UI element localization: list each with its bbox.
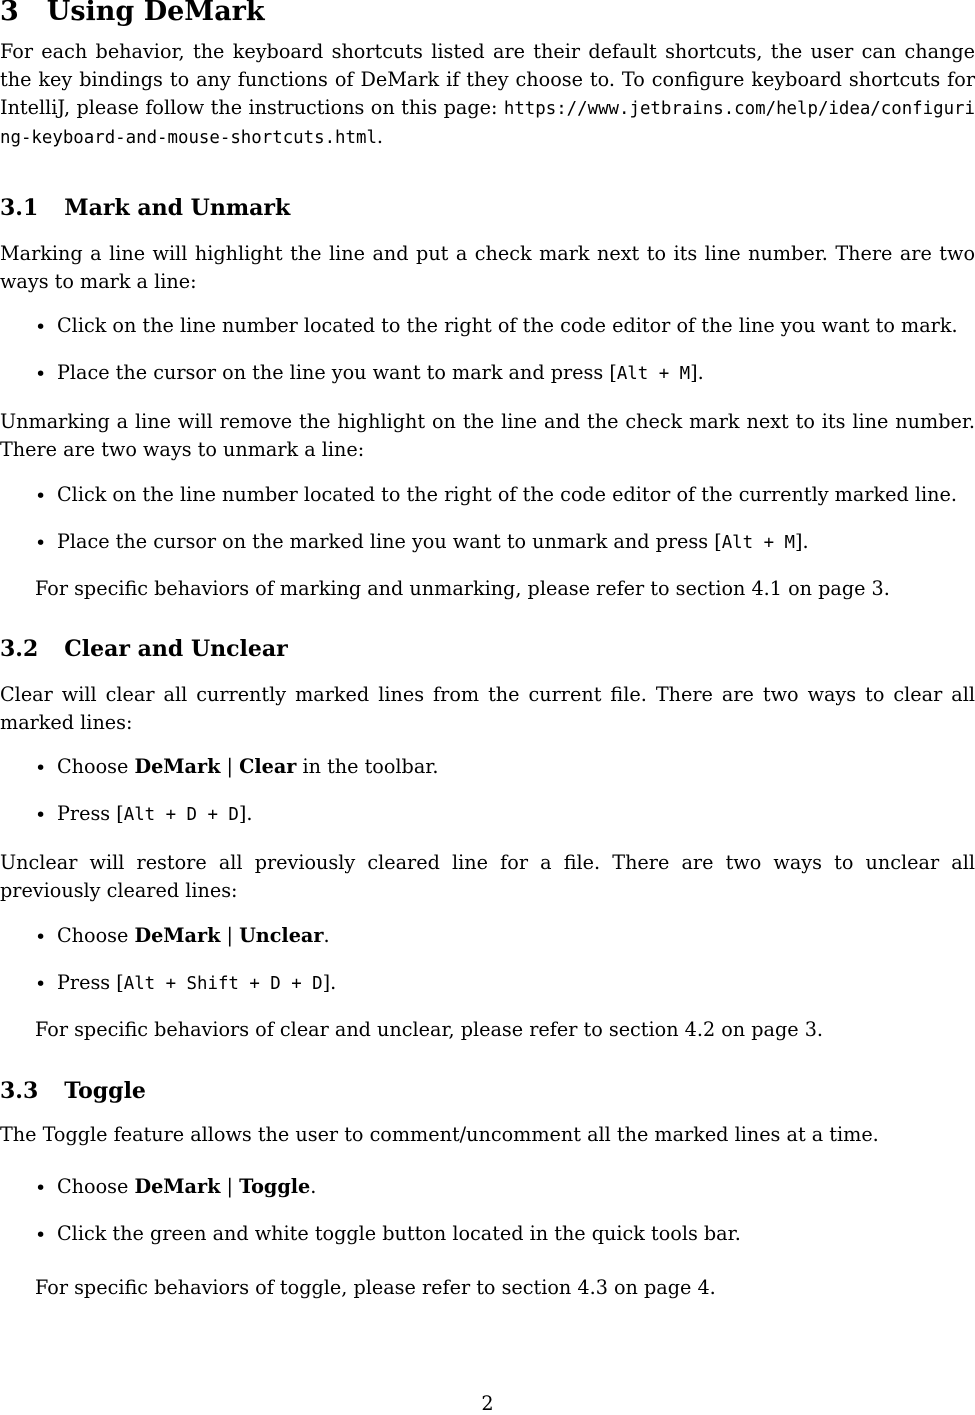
bullet: •: [35, 757, 47, 779]
shortcut-key: Alt + D + D: [123, 805, 239, 825]
mark-bullet-1: Click on the line number located to the right of the code editor of the line you want to mark.: [57, 314, 958, 337]
menu-item: Toggle: [239, 1175, 311, 1198]
subsection-title: Clear and Unclear: [64, 636, 288, 662]
clear-paragraph: Clear will clear all currently marked lines from the current file. There are two ways to clear all marked lines:: [0, 683, 975, 734]
menu-item: Unclear: [239, 924, 324, 947]
bullet: •: [35, 1224, 47, 1246]
subsection-number: 3.3: [0, 1078, 39, 1104]
toggle-paragraph: The Toggle feature allows the user to comment/uncomment all the marked lines at a time.: [0, 1123, 879, 1146]
shortcut-key: Alt + M: [616, 364, 691, 384]
bullet: •: [35, 1177, 47, 1199]
subsection-3-2-heading: [0, 636, 288, 662]
mark-paragraph: Marking a line will highlight the line and put a check mark next to its line number. There are two ways to mark a line:: [0, 242, 975, 293]
mark-note: For specific behaviors of marking and unmarking, please refer to section 4.1 on page 3.: [35, 577, 890, 600]
toggle-note: For specific behaviors of toggle, please refer to section 4.3 on page 4.: [35, 1276, 716, 1299]
subsection-title: Mark and Unmark: [64, 195, 291, 221]
unclear-bullet-2: Press [Alt + Shift + D + D].: [57, 971, 337, 994]
bullet: •: [35, 316, 47, 338]
section-title: Using DeMark: [46, 0, 265, 27]
page-number: 2: [481, 1392, 494, 1415]
menu-item: Clear: [239, 755, 297, 778]
clear-bullet-1: Choose DeMark | Clear in the toolbar.: [57, 755, 439, 778]
bullet: •: [35, 485, 47, 507]
subsection-title: Toggle: [64, 1078, 146, 1104]
intro-text: For each behavior, the keyboard shortcuts listed are their default shortcuts, the user can change the key bindings to any functions of DeMark if they choose to. To configure keyboard shortcuts for IntelliJ, please follow the instructions on this page:: [0, 40, 975, 119]
subsection-number: 3.1: [0, 195, 39, 221]
menu-name: DeMark: [134, 924, 221, 947]
clear-note: For specific behaviors of clear and unclear, please refer to section 4.2 on page 3.: [35, 1018, 824, 1041]
section-number: 3: [0, 0, 19, 27]
subsection-number: 3.2: [0, 636, 39, 662]
bullet: •: [35, 926, 47, 948]
subsection-3-3-heading: [0, 1078, 146, 1104]
shortcut-key: Alt + M: [721, 533, 795, 553]
menu-name: DeMark: [134, 1175, 221, 1198]
shortcut-key: Alt + Shift + D + D: [123, 974, 323, 994]
bullet: •: [35, 532, 47, 554]
toggle-bullet-1: Choose DeMark | Toggle.: [57, 1175, 317, 1198]
unclear-bullet-1: Choose DeMark | Unclear.: [57, 924, 330, 947]
intro-paragraph: [0, 38, 975, 152]
section-3-heading: [0, 0, 265, 27]
unmark-bullet-1: Click on the line number located to the right of the code editor of the currently marked line.: [57, 483, 957, 506]
unmark-paragraph: Unmarking a line will remove the highlight on the line and the check mark next to its line number. There are two ways to unmark a line:: [0, 410, 975, 461]
unclear-paragraph: Unclear will restore all previously cleared line for a file. There are two ways to unclear all previously cleared lines:: [0, 851, 975, 902]
bullet: •: [35, 804, 47, 826]
bullet: •: [35, 363, 47, 385]
menu-name: DeMark: [134, 755, 221, 778]
bullet: •: [35, 973, 47, 995]
clear-bullet-2: Press [Alt + D + D].: [57, 802, 253, 825]
intro-end: .: [376, 125, 384, 148]
unmark-bullet-2: Place the cursor on the marked line you want to unmark and press [Alt + M].: [57, 530, 809, 553]
toggle-bullet-2: Click the green and white toggle button located in the quick tools bar.: [57, 1222, 741, 1245]
mark-bullet-2: Place the cursor on the line you want to mark and press [Alt + M].: [57, 361, 704, 384]
shortcut-help-url[interactable]: https://www.jetbrains.com/help/idea/configuring-keyboard-and-mouse-shortcuts.html: [0, 99, 975, 148]
subsection-3-1-heading: [0, 195, 290, 221]
